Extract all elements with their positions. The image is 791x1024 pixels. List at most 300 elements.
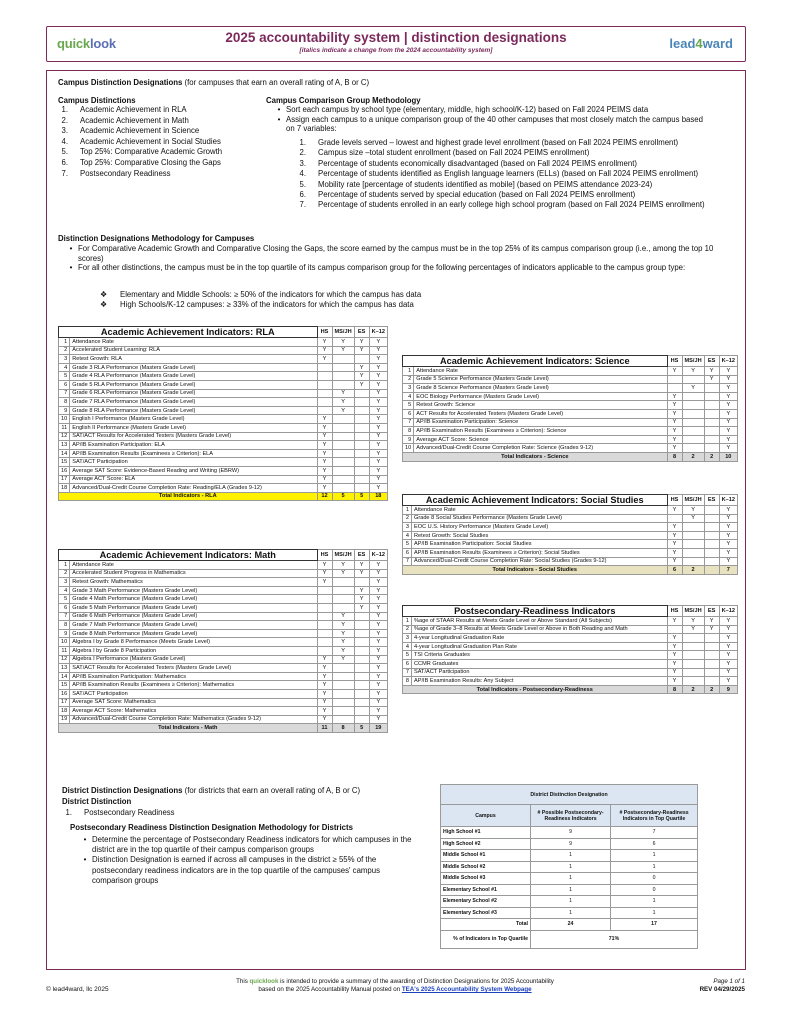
total-value: 8	[667, 452, 682, 461]
table-row	[403, 531, 738, 540]
bullet-icon: •	[69, 263, 73, 273]
applicability-cell	[354, 612, 369, 621]
bullet-icon: •	[69, 244, 73, 253]
campus-name: Middle School #3	[441, 873, 531, 885]
bullet-icon: •	[277, 114, 281, 124]
row-number: 3	[403, 634, 412, 643]
applicability-cell: Y	[369, 380, 387, 389]
total-value: 12	[317, 492, 332, 501]
applicability-cell	[317, 586, 332, 595]
applicability-cell: Y	[369, 698, 387, 707]
applicability-cell	[704, 444, 719, 453]
applicability-cell: Y	[354, 595, 369, 604]
table-row	[59, 561, 388, 570]
applicability-cell	[332, 380, 354, 389]
row-number: 4	[403, 392, 414, 401]
total-value: 6	[667, 566, 682, 575]
campus-distinction-item-number: 7.	[61, 168, 68, 178]
applicability-cell	[354, 672, 369, 681]
indicator-name: Grade 5 RLA Performance (Masters Grade Level)	[70, 380, 317, 389]
column-header: Campus	[441, 805, 531, 827]
applicability-cell	[332, 681, 354, 690]
indicator-name: Grade 5 Math Performance (Masters Grade Level)	[70, 603, 317, 612]
quicklook-logo: quicklook	[57, 36, 116, 51]
applicability-cell	[332, 586, 354, 595]
row-number: 2	[59, 569, 70, 578]
indicator-name: Grade 5 Science Performance (Masters Grade Level)	[414, 375, 667, 384]
applicability-cell	[332, 672, 354, 681]
row-number: 12	[59, 655, 70, 664]
row-number: 1	[403, 506, 412, 515]
indicator-name: Advanced/Dual-Credit Course Completion Rate: Science (Grades 9-12)	[414, 444, 667, 453]
total-label: Total Indicators - Postsecondary-Readiness	[403, 685, 668, 694]
ccg-variable-item	[296, 190, 716, 200]
applicability-cell	[704, 634, 719, 643]
applicability-cell: Y	[369, 707, 387, 716]
applicability-cell	[332, 484, 354, 493]
applicability-cell	[704, 548, 719, 557]
district-bullet	[78, 855, 418, 886]
table-row	[59, 638, 388, 647]
indicator-name: Algebra I Performance (Masters Grade Level)	[70, 655, 317, 664]
row-number: 4	[403, 642, 412, 651]
method-sub-bullet	[100, 290, 600, 300]
indicator-name: %age of Grade 3–8 Results at Meets Grade Level or Above in Both Reading and Math	[412, 625, 668, 634]
table-header-row	[403, 356, 738, 367]
column-header: MS/JH	[682, 356, 704, 367]
total-value: 2	[704, 452, 719, 461]
table-row	[441, 873, 698, 885]
applicability-cell	[354, 664, 369, 673]
column-header: # Possible Postsecondary-Readiness Indicators	[531, 805, 611, 827]
applicability-cell	[682, 651, 704, 660]
indicator-name: AP/IB Examination Participation: Science	[414, 418, 667, 427]
applicability-cell: Y	[369, 355, 387, 364]
total-label: Total Indicators - RLA	[59, 492, 318, 501]
applicability-cell	[704, 540, 719, 549]
applicability-cell: Y	[667, 557, 682, 566]
table-row	[441, 861, 698, 873]
applicability-cell: Y	[369, 415, 387, 424]
applicability-cell: Y	[369, 672, 387, 681]
applicability-cell	[354, 415, 369, 424]
applicability-cell	[332, 423, 354, 432]
applicability-cell	[704, 392, 719, 401]
applicability-cell: Y	[332, 638, 354, 647]
table-row	[403, 384, 738, 393]
percent-value: 71%	[531, 930, 698, 948]
column-header: K–12	[719, 495, 737, 506]
indicator-name: Retest Growth: RLA	[70, 355, 317, 364]
indicator-name: 4-year Longitudinal Graduation Rate	[412, 634, 668, 643]
applicability-cell	[317, 603, 332, 612]
indicator-name: Attendance Rate	[70, 338, 317, 347]
applicability-cell: Y	[369, 578, 387, 587]
campus-distinction-item-number: 6.	[61, 157, 68, 167]
applicability-cell: Y	[369, 655, 387, 664]
applicability-cell: Y	[667, 523, 682, 532]
campus-distinction-item-label: Academic Achievement in Social Studies	[80, 136, 221, 146]
applicability-cell: Y	[332, 629, 354, 638]
column-header: ES	[704, 606, 719, 617]
possible-count: 1	[531, 896, 611, 908]
table-row	[403, 642, 738, 651]
ccg-variable-item-number: 2.	[299, 148, 306, 158]
ccg-bullet-text: Assign each campus to a unique comparison group of the 40 other campuses that most closely match the campus based on 7 variables:	[286, 114, 703, 134]
indicator-name: Grade 8 Math Performance (Masters Grade Level)	[70, 629, 317, 638]
table-row	[403, 617, 738, 626]
campus-distinction-item	[58, 169, 258, 180]
applicability-cell	[682, 418, 704, 427]
ccg-variable-item	[296, 180, 716, 190]
rla-indicators-table	[58, 326, 388, 501]
total-row	[403, 685, 738, 694]
applicability-cell: Y	[719, 427, 737, 436]
applicability-cell: Y	[354, 586, 369, 595]
applicability-cell	[704, 384, 719, 393]
applicability-cell: Y	[719, 435, 737, 444]
applicability-cell: Y	[369, 689, 387, 698]
ccg-variable-item-label: Grade levels served – lowest and highest grade level enrollment (based on Fall 2024 PEIMS enrollment)	[318, 138, 679, 147]
row-number: 2	[403, 625, 412, 634]
applicability-cell	[704, 418, 719, 427]
applicability-cell	[682, 523, 704, 532]
campus-distinction-item	[58, 147, 258, 158]
table-row	[403, 514, 738, 523]
indicator-name: AP/IB Examination Results (Examinees ≥ Criterion): Social Studies	[412, 548, 668, 557]
applicability-cell	[354, 698, 369, 707]
applicability-cell	[704, 677, 719, 686]
tea-webpage-link[interactable]: TEA's 2025 Accountability System Webpage	[401, 986, 532, 993]
total-label: Total Indicators - Science	[403, 452, 668, 461]
district-bullet-text: Distinction Designation is earned if across all campuses in the district ≥ 55% of the postsecondary readiness indicators are in the top quartile of the campuses' campus comparison groups	[92, 855, 380, 885]
applicability-cell: Y	[667, 634, 682, 643]
applicability-cell: Y	[317, 569, 332, 578]
indicator-name: Accelerated Student Learning: RLA	[70, 346, 317, 355]
applicability-cell: Y	[354, 372, 369, 381]
applicability-cell: Y	[704, 617, 719, 626]
applicability-cell: Y	[667, 548, 682, 557]
indicator-name: English I Performance (Masters Grade Level)	[70, 415, 317, 424]
ccg-variable-item-number: 3.	[299, 158, 306, 168]
table-row	[403, 659, 738, 668]
ccg-variable-item-number: 7.	[299, 200, 306, 210]
applicability-cell	[704, 668, 719, 677]
total-value: 5	[332, 492, 354, 501]
applicability-cell: Y	[317, 578, 332, 587]
applicability-cell	[354, 638, 369, 647]
applicability-cell	[317, 372, 332, 381]
applicability-cell: Y	[369, 484, 387, 493]
applicability-cell	[332, 466, 354, 475]
method-bullet-text: For all other distinctions, the campus must be in the top quartile of its campus comparison group for the following percentages of indicators applicable to the campus group type:	[78, 263, 686, 273]
applicability-cell: Y	[682, 625, 704, 634]
campus-distinction-item-label: Academic Achievement in RLA	[80, 105, 187, 114]
district-bullet-text: Determine the percentage of Postsecondary Readiness indicators for which campuses in the district are in the top quartile of their campus comparison groups	[92, 835, 412, 855]
applicability-cell: Y	[369, 475, 387, 484]
table-row	[403, 677, 738, 686]
applicability-cell	[317, 406, 332, 415]
table-row	[59, 621, 388, 630]
applicability-cell: Y	[369, 595, 387, 604]
percent-label: % of Indicators in Top Quartile	[441, 930, 531, 948]
table-title: Postsecondary-Readiness Indicators	[403, 606, 668, 617]
applicability-cell	[704, 409, 719, 418]
indicator-name: Grade 8 Social Studies Performance (Masters Grade Level)	[412, 514, 668, 523]
applicability-cell	[317, 638, 332, 647]
row-number: 8	[403, 677, 412, 686]
bullet-icon: •	[83, 835, 87, 844]
row-number: 3	[403, 523, 412, 532]
table-row	[59, 655, 388, 664]
applicability-cell: Y	[317, 458, 332, 467]
applicability-cell: Y	[332, 389, 354, 398]
applicability-cell: Y	[719, 514, 737, 523]
applicability-cell: Y	[369, 398, 387, 407]
diamond-bullet-icon: ❖	[100, 300, 107, 310]
table-row	[59, 432, 388, 441]
applicability-cell: Y	[719, 418, 737, 427]
table-title: Academic Achievement Indicators: Social Studies	[403, 495, 668, 506]
applicability-cell: Y	[369, 646, 387, 655]
ccg-title: Campus Comparison Group Methodology	[266, 96, 421, 105]
row-number: 2	[403, 514, 412, 523]
total-row	[59, 492, 388, 501]
indicator-name: Accelerated Student Progress in Mathematics	[70, 569, 317, 578]
applicability-cell: Y	[667, 418, 682, 427]
applicability-cell	[317, 621, 332, 630]
district-distinction-title: District Distinction	[62, 797, 132, 806]
science-indicators-table	[402, 355, 738, 462]
indicator-name: Grade 7 Math Performance (Masters Grade Level)	[70, 621, 317, 630]
method-bullets	[64, 244, 724, 273]
applicability-cell: Y	[369, 681, 387, 690]
applicability-cell: Y	[332, 569, 354, 578]
table-header-row	[441, 805, 698, 827]
top-quartile-count: 1	[611, 896, 698, 908]
applicability-cell: Y	[369, 372, 387, 381]
row-number: 7	[59, 612, 70, 621]
applicability-cell: Y	[369, 423, 387, 432]
table-row	[403, 392, 738, 401]
applicability-cell	[354, 398, 369, 407]
applicability-cell: Y	[719, 642, 737, 651]
table-title-row	[441, 785, 698, 805]
ccg-variable-item-number: 1.	[299, 138, 306, 147]
row-number: 3	[59, 578, 70, 587]
applicability-cell	[682, 531, 704, 540]
applicability-cell: Y	[332, 406, 354, 415]
row-number: 14	[59, 449, 70, 458]
applicability-cell: Y	[667, 659, 682, 668]
column-header: MS/JH	[332, 550, 354, 561]
footer-page-info: Page 1 of 1 REV 04/29/2025	[699, 978, 745, 993]
column-header: K–12	[719, 606, 737, 617]
indicator-name: Retest Growth: Social Studies	[412, 531, 668, 540]
method-title: Distinction Designations Methodology for Campuses	[58, 234, 255, 243]
indicator-name: Grade 4 RLA Performance (Masters Grade Level)	[70, 372, 317, 381]
applicability-cell: Y	[317, 484, 332, 493]
applicability-cell: Y	[317, 681, 332, 690]
indicator-name: SAT/ACT Results for Accelerated Testers (Masters Grade Level)	[70, 432, 317, 441]
total-value: 2	[682, 566, 704, 575]
total-value: 8	[667, 685, 682, 694]
applicability-cell	[704, 651, 719, 660]
top-quartile-count: 0	[611, 884, 698, 896]
applicability-cell	[332, 664, 354, 673]
row-number: 6	[59, 380, 70, 389]
applicability-cell: Y	[719, 392, 737, 401]
applicability-cell: Y	[317, 707, 332, 716]
top-quartile-count: 6	[611, 838, 698, 850]
page-subtitle: [italics indicate a change from the 2024 accountability system]	[299, 47, 493, 54]
table-row	[59, 715, 388, 724]
applicability-cell	[682, 375, 704, 384]
campus-distinction-item-label: Postsecondary Readiness	[80, 168, 171, 178]
applicability-cell	[317, 646, 332, 655]
ccg-bullet	[272, 105, 712, 115]
indicator-name: English II Performance (Masters Grade Level)	[70, 423, 317, 432]
row-number: 7	[403, 418, 414, 427]
applicability-cell	[332, 475, 354, 484]
indicator-name: Average SAT Score: Evidence-Based Reading and Writing (EBRW)	[70, 466, 317, 475]
district-distinction-list: 1. Postsecondary Readiness	[65, 808, 175, 817]
indicator-name: EOC Biology Performance (Masters Grade Level)	[414, 392, 667, 401]
indicator-name: Grade 3 RLA Performance (Masters Grade Level)	[70, 363, 317, 372]
row-number: 12	[59, 432, 70, 441]
method-sub-bullet-text: High Schools/K-12 campuses: ≥ 33% of the indicators for which the campus has data	[120, 300, 414, 310]
possible-count: 1	[531, 873, 611, 885]
applicability-cell: Y	[354, 561, 369, 570]
applicability-cell: Y	[369, 664, 387, 673]
applicability-cell	[332, 603, 354, 612]
ccg-variable-item-number: 5.	[299, 179, 306, 189]
row-number: 8	[403, 427, 414, 436]
applicability-cell: Y	[719, 375, 737, 384]
row-number: 7	[403, 557, 412, 566]
top-quartile-count: 0	[611, 873, 698, 885]
applicability-cell: Y	[369, 458, 387, 467]
possible-count: 1	[531, 884, 611, 896]
ccg-variable-item-label: Percentage of students economically disadvantaged (based on Fall 2024 PEIMS enrollment)	[318, 158, 637, 168]
applicability-cell: Y	[317, 672, 332, 681]
campus-distinctions-title: Campus Distinctions	[58, 96, 136, 105]
applicability-cell: Y	[369, 561, 387, 570]
table-row	[59, 612, 388, 621]
applicability-cell	[354, 681, 369, 690]
column-header: K–12	[369, 550, 387, 561]
applicability-cell: Y	[667, 651, 682, 660]
applicability-cell: Y	[332, 621, 354, 630]
applicability-cell: Y	[667, 444, 682, 453]
total-value: 19	[369, 724, 387, 733]
campus-heading: Campus Distinction Designations (for campuses that earn an overall rating of A, B or C)	[58, 78, 370, 87]
row-number: 13	[59, 664, 70, 673]
footer-note: This quicklook is intended to provide a summary of the awarding of Distinction Designations for 2025 Accountability based on the 2025 Accountability Manual posted on TEA's 2025 Accountability System Webpage	[236, 978, 554, 993]
row-number: 5	[403, 540, 412, 549]
total-row	[403, 452, 738, 461]
table-row	[441, 884, 698, 896]
indicator-name: Attendance Rate	[70, 561, 317, 570]
applicability-cell: Y	[317, 355, 332, 364]
indicator-name: AP/IB Examination Results (Examinees ≥ Criterion): Mathematics	[70, 681, 317, 690]
applicability-cell: Y	[369, 389, 387, 398]
applicability-cell	[354, 441, 369, 450]
row-number: 4	[59, 363, 70, 372]
table-row	[403, 634, 738, 643]
applicability-cell: Y	[667, 401, 682, 410]
applicability-cell: Y	[369, 441, 387, 450]
indicator-name: Grade 6 RLA Performance (Masters Grade Level)	[70, 389, 317, 398]
total-value	[704, 566, 719, 575]
row-number: 1	[403, 617, 412, 626]
applicability-cell: Y	[332, 561, 354, 570]
ccg-variable-item	[296, 159, 716, 169]
applicability-cell	[682, 392, 704, 401]
applicability-cell: Y	[369, 612, 387, 621]
applicability-cell	[354, 655, 369, 664]
method-bullet	[64, 263, 724, 273]
applicability-cell: Y	[667, 642, 682, 651]
table-row	[59, 578, 388, 587]
row-number: 5	[403, 401, 414, 410]
applicability-cell: Y	[682, 514, 704, 523]
applicability-cell	[332, 578, 354, 587]
table-row	[403, 540, 738, 549]
indicator-name: Average ACT Score: ELA	[70, 475, 317, 484]
ccg-bullets	[272, 105, 712, 134]
indicator-name: AP/IB Examination Participation: Mathematics	[70, 672, 317, 681]
table-row	[441, 850, 698, 862]
row-number: 10	[403, 444, 414, 453]
applicability-cell: Y	[369, 621, 387, 630]
campus-name: Elementary School #3	[441, 907, 531, 919]
applicability-cell	[682, 634, 704, 643]
applicability-cell	[354, 406, 369, 415]
total-label: Total Indicators - Math	[59, 724, 318, 733]
applicability-cell: Y	[719, 444, 737, 453]
row-number: 6	[59, 603, 70, 612]
table-row	[59, 603, 388, 612]
applicability-cell	[354, 475, 369, 484]
top-quartile-count: 1	[611, 861, 698, 873]
applicability-cell: Y	[369, 406, 387, 415]
ccg-variable-item	[296, 200, 716, 210]
applicability-cell: Y	[317, 475, 332, 484]
diamond-bullet-icon: ❖	[100, 290, 107, 299]
applicability-cell	[332, 432, 354, 441]
table-row	[403, 409, 738, 418]
indicator-name: AP/IB Examination Participation: ELA	[70, 441, 317, 450]
applicability-cell: Y	[719, 523, 737, 532]
applicability-cell: Y	[667, 506, 682, 515]
column-header: # Postsecondary-Readiness Indicators in Top Quartile	[611, 805, 698, 827]
applicability-cell	[682, 409, 704, 418]
top-quartile-count: 1	[611, 850, 698, 862]
applicability-cell: Y	[719, 409, 737, 418]
total-row	[403, 566, 738, 575]
table-row	[59, 484, 388, 493]
column-header: MS/JH	[682, 495, 704, 506]
page-title: 2025 accountability system | distinction designations	[225, 30, 567, 45]
applicability-cell: Y	[667, 392, 682, 401]
campus-distinction-item-label: Academic Achievement in Science	[80, 126, 200, 136]
applicability-cell: Y	[682, 384, 704, 393]
applicability-cell	[667, 375, 682, 384]
ccg-variable-item	[296, 169, 716, 179]
row-number: 5	[59, 595, 70, 604]
applicability-cell	[354, 458, 369, 467]
